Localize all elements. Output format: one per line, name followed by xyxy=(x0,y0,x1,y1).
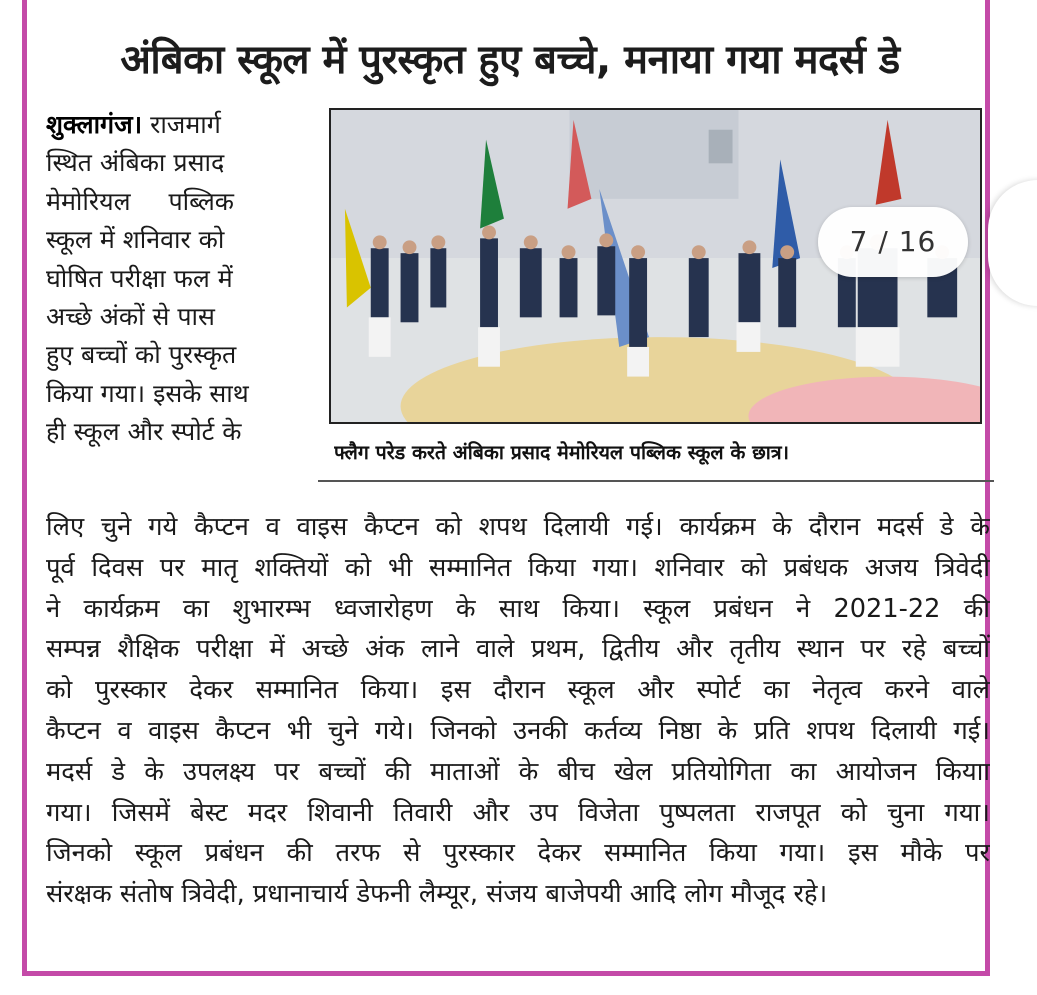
body-line: मदर्स डे के उपलक्ष्य पर बच्चों की माताओं के बीच खेल प्रतियोगिता का आयोजन कियाा xyxy=(46,756,990,787)
body-line: कैप्टन व वाइस कैप्टन भी चुने गये। जिनको उनकी कर्तव्य निष्ठा के प्रति शपथ दिलायी गई। xyxy=(46,715,990,746)
body-line: जिनको स्कूल प्रबंधन की तरफ से पुरस्कार देकर सम्मानित किया गया। इस मौके पर xyxy=(46,838,990,869)
lead-line: स्थित अंबिका प्रसाद xyxy=(46,148,225,178)
lead-line: घोषित परीक्षा फल में xyxy=(46,263,233,293)
article-headline: अंबिका स्कूल में पुरस्कृत हुए बच्चे, मनाया गया मदर्स डे xyxy=(120,37,900,83)
clipped-header-strip xyxy=(40,0,370,6)
lead-line: अच्छे अंकों से पास xyxy=(46,301,215,331)
body-line: पूर्व दिवस पर मातृ शक्तियों को भी सम्मानित किया गया। शनिवार को प्रबंधक अजय त्रिवेदी xyxy=(46,552,990,583)
body-line: ने कार्यक्रम का शुभारम्भ ध्वजारोहण के साथ किया। स्कूल प्रबंधन ने 2021-22 की xyxy=(46,593,990,624)
article-lead-column xyxy=(46,106,292,452)
lead-line: स्कूल में शनिवार को xyxy=(46,225,225,255)
dateline: शुक्लागंज। xyxy=(46,110,143,139)
lead-line: मेमोरियल पब्लिक xyxy=(46,186,234,216)
lead-line: किया गया। इसके साथ xyxy=(46,378,249,408)
article-body xyxy=(46,507,990,915)
lead-line: हुए बच्चों को पुरस्कृत xyxy=(46,340,237,370)
page-counter-badge: 7 / 16 xyxy=(818,207,968,277)
photo-caption: फ्लैग परेड करते अंबिका प्रसाद मेमोरियल पब्लिक स्कूल के छात्र। xyxy=(334,441,789,464)
lead-line: शुक्लागंज। राजमार्ग xyxy=(46,110,221,139)
lead-line: ही स्कूल और स्पोर्ट के xyxy=(46,417,242,447)
caption-divider xyxy=(318,480,994,482)
body-line: लिए चुने गये कैप्टन व वाइस कैप्टन को शपथ दिलायी गई। कार्यक्रम के दौरान मदर्स डे के xyxy=(46,512,990,542)
body-line: गया। जिसमें बेस्ट मदर शिवानी तिवारी और उप विजेता पुष्पलता राजपूत को चुना गया। xyxy=(46,797,990,828)
body-line: को पुरस्कार देकर सम्मानित किया। इस दौरान स्कूल और स्पोर्ट का नेतृत्व करने वाले xyxy=(46,675,990,706)
body-line: संरक्षक संतोष त्रिवेदी, प्रधानाचार्य डेफनी लैम्यूर, संजय बाजेपयी आदि लोग मौजूद रहे। xyxy=(46,879,828,910)
next-page-button[interactable] xyxy=(988,180,1037,306)
body-line: सम्पन्न शैक्षिक परीक्षा में अच्छे अंक लाने वाले प्रथम, द्वितीय और तृतीय स्थान पर रहे बच्चों xyxy=(46,634,990,665)
